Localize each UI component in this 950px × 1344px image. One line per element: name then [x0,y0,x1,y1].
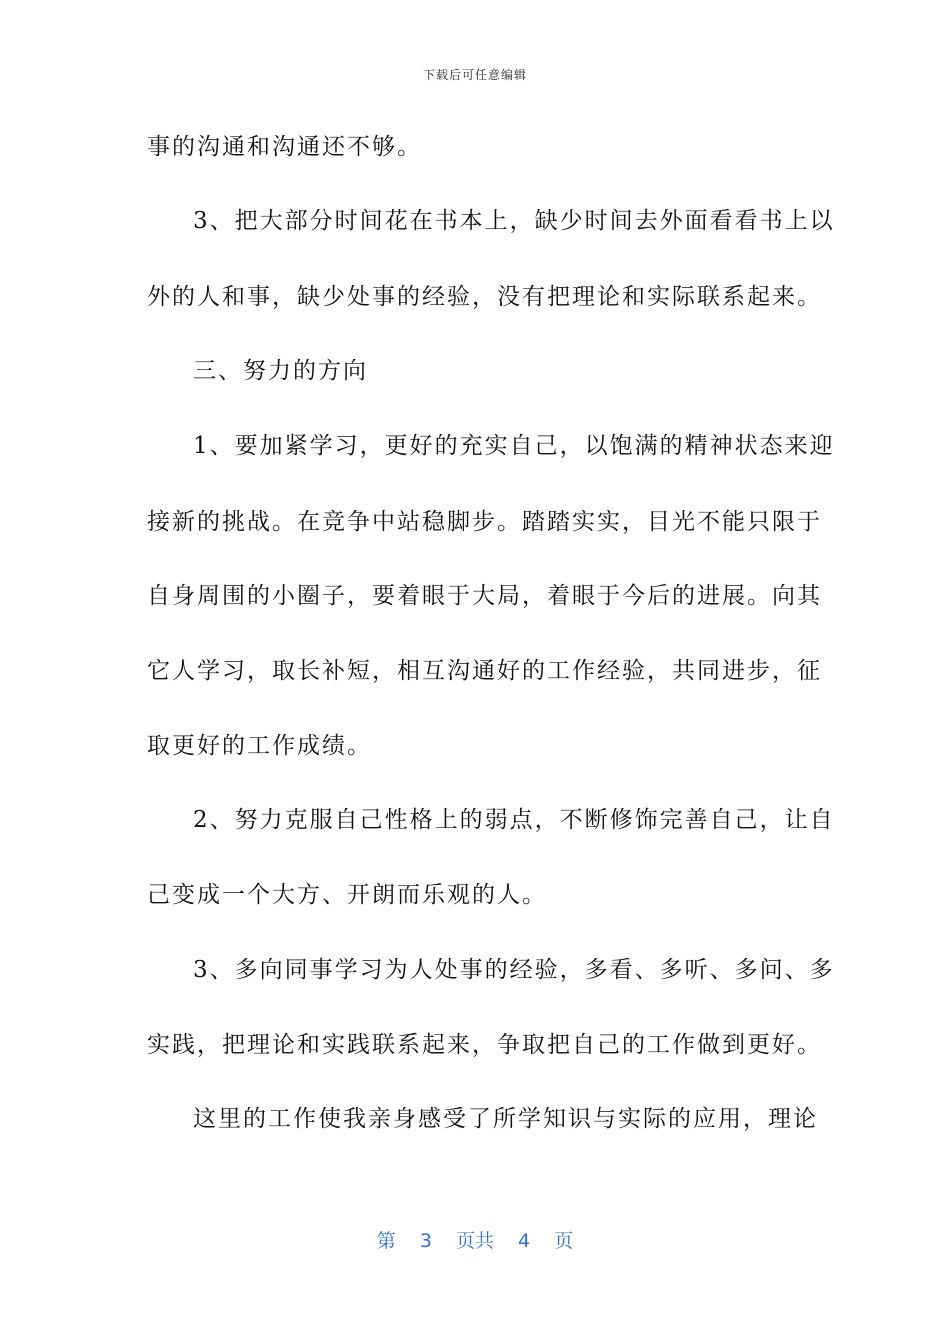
footer-page-number: 3 [419,1230,432,1252]
text-line: 2、努力克服自己性格上的弱点，不断修饰完善自己，让自 [193,807,835,833]
page-footer [0,1226,950,1253]
text-line: 它人学习，取长补短，相互沟通好的工作经验，共同进步，征 [147,658,822,684]
text-line: 这里的工作使我亲身感受了所学知识与实际的应用，理论 [193,1106,818,1132]
text-line: 1、要加紧学习，更好的充实自己，以饱满的精神状态来迎 [193,433,835,459]
text-line: 接新的挑战。在竞争中站稳脚步。踏踏实实，目光不能只限于 [147,509,822,535]
text-line: 3、多向同事学习为人处事的经验，多看、多听、多问、多 [193,957,835,983]
footer-total-pages: 4 [518,1230,531,1252]
text-line: 己变成一个大方、开朗而乐观的人。 [147,882,547,908]
footer-suffix: 页 [554,1230,574,1252]
text-line: 事的沟通和沟通还不够。 [147,134,422,160]
text-line: 取更好的工作成绩。 [147,733,372,759]
footer-prefix: 第 [376,1230,396,1252]
footer-middle: 页共 [455,1230,494,1252]
section-heading: 三、努力的方向 [193,358,368,384]
text-line: 外的人和事，缺少处事的经验，没有把理论和实际联系起来。 [147,284,822,310]
page-header: 下载后可任意编辑 [422,68,527,82]
text-line: 3、把大部分时间花在书本上，缺少时间去外面看看书上以 [193,208,835,234]
text-line: 实践，把理论和实践联系起来，争取把自己的工作做到更好。 [147,1032,822,1058]
text-line: 自身周围的小圈子，要着眼于大局，着眼于今后的进展。向其 [147,583,822,609]
